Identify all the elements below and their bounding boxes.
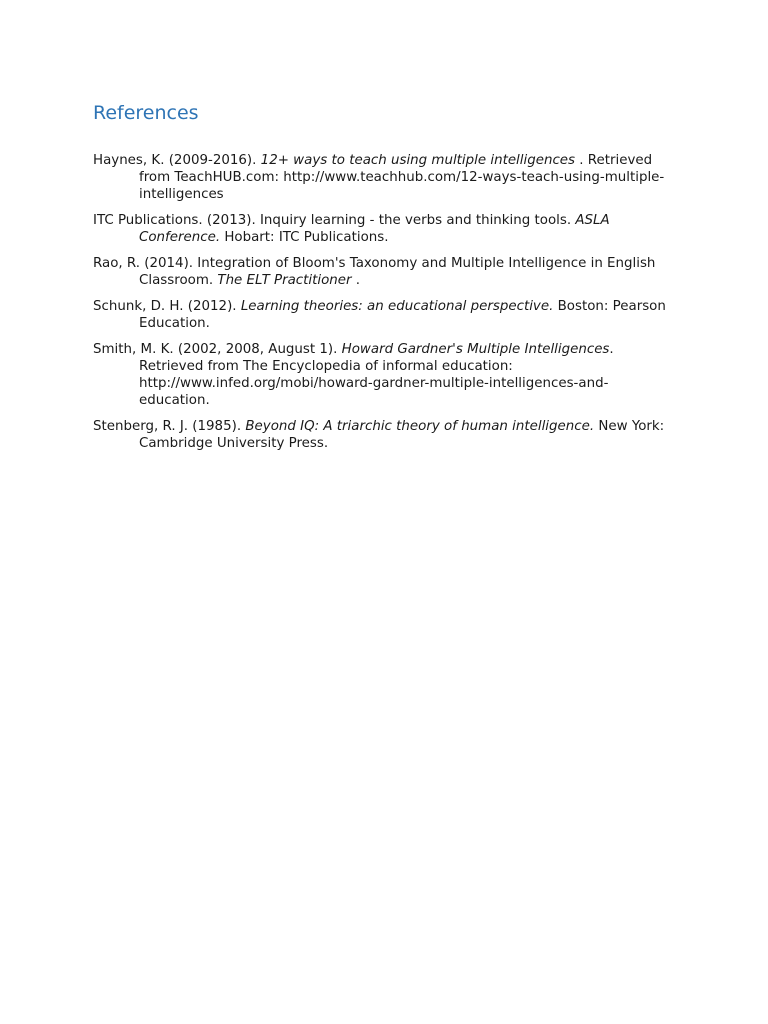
reference-text: Rao, R. (2014). Integration of Bloom's Taxonomy and Multiple Intelligence in English Classroom. (93, 256, 656, 288)
reference-text: . (351, 273, 361, 288)
reference-text: . Retrieved from TeachHUB.com: http://www.teachhub.com/12-ways-teach-using-multiple-intelligences (139, 153, 665, 202)
reference-title: Howard Gardner's Multiple Intelligences (341, 342, 610, 357)
reference-text: New York: Cambridge University Press. (139, 419, 665, 451)
reference-text: Hobart: ITC Publications. (220, 230, 389, 245)
reference-rao (93, 255, 673, 289)
reference-haynes (93, 152, 673, 203)
reference-text: Smith, M. K. (2002, 2008, August 1). (93, 342, 342, 357)
reference-list (93, 152, 673, 452)
reference-text: . Retrieved from The Encyclopedia of informal education: http://www.infed.org/mobi/howard-gardner-multiple-intelligences-and-education. (139, 342, 614, 408)
reference-stenberg (93, 418, 673, 452)
reference-title: Learning theories: an educational perspective. (240, 299, 554, 314)
reference-itc (93, 212, 673, 246)
references-heading: References (93, 102, 199, 124)
reference-text: ITC Publications. (2013). Inquiry learning - the verbs and thinking tools. (93, 213, 576, 228)
reference-schunk (93, 298, 673, 332)
reference-title: Beyond IQ: A triarchic theory of human intelligence. (245, 419, 595, 434)
reference-title: The ELT Practitioner (217, 273, 352, 288)
reference-title: 12+ ways to teach using multiple intelligences (260, 153, 576, 168)
references-section (93, 100, 673, 461)
reference-text: Haynes, K. (2009-2016). (93, 153, 261, 168)
reference-text: Boston: Pearson Education. (139, 299, 666, 331)
reference-text: Stenberg, R. J. (1985). (93, 419, 246, 434)
reference-text: Schunk, D. H. (2012). (93, 299, 241, 314)
reference-title: ASLA Conference. (139, 213, 610, 245)
reference-smith (93, 341, 673, 409)
